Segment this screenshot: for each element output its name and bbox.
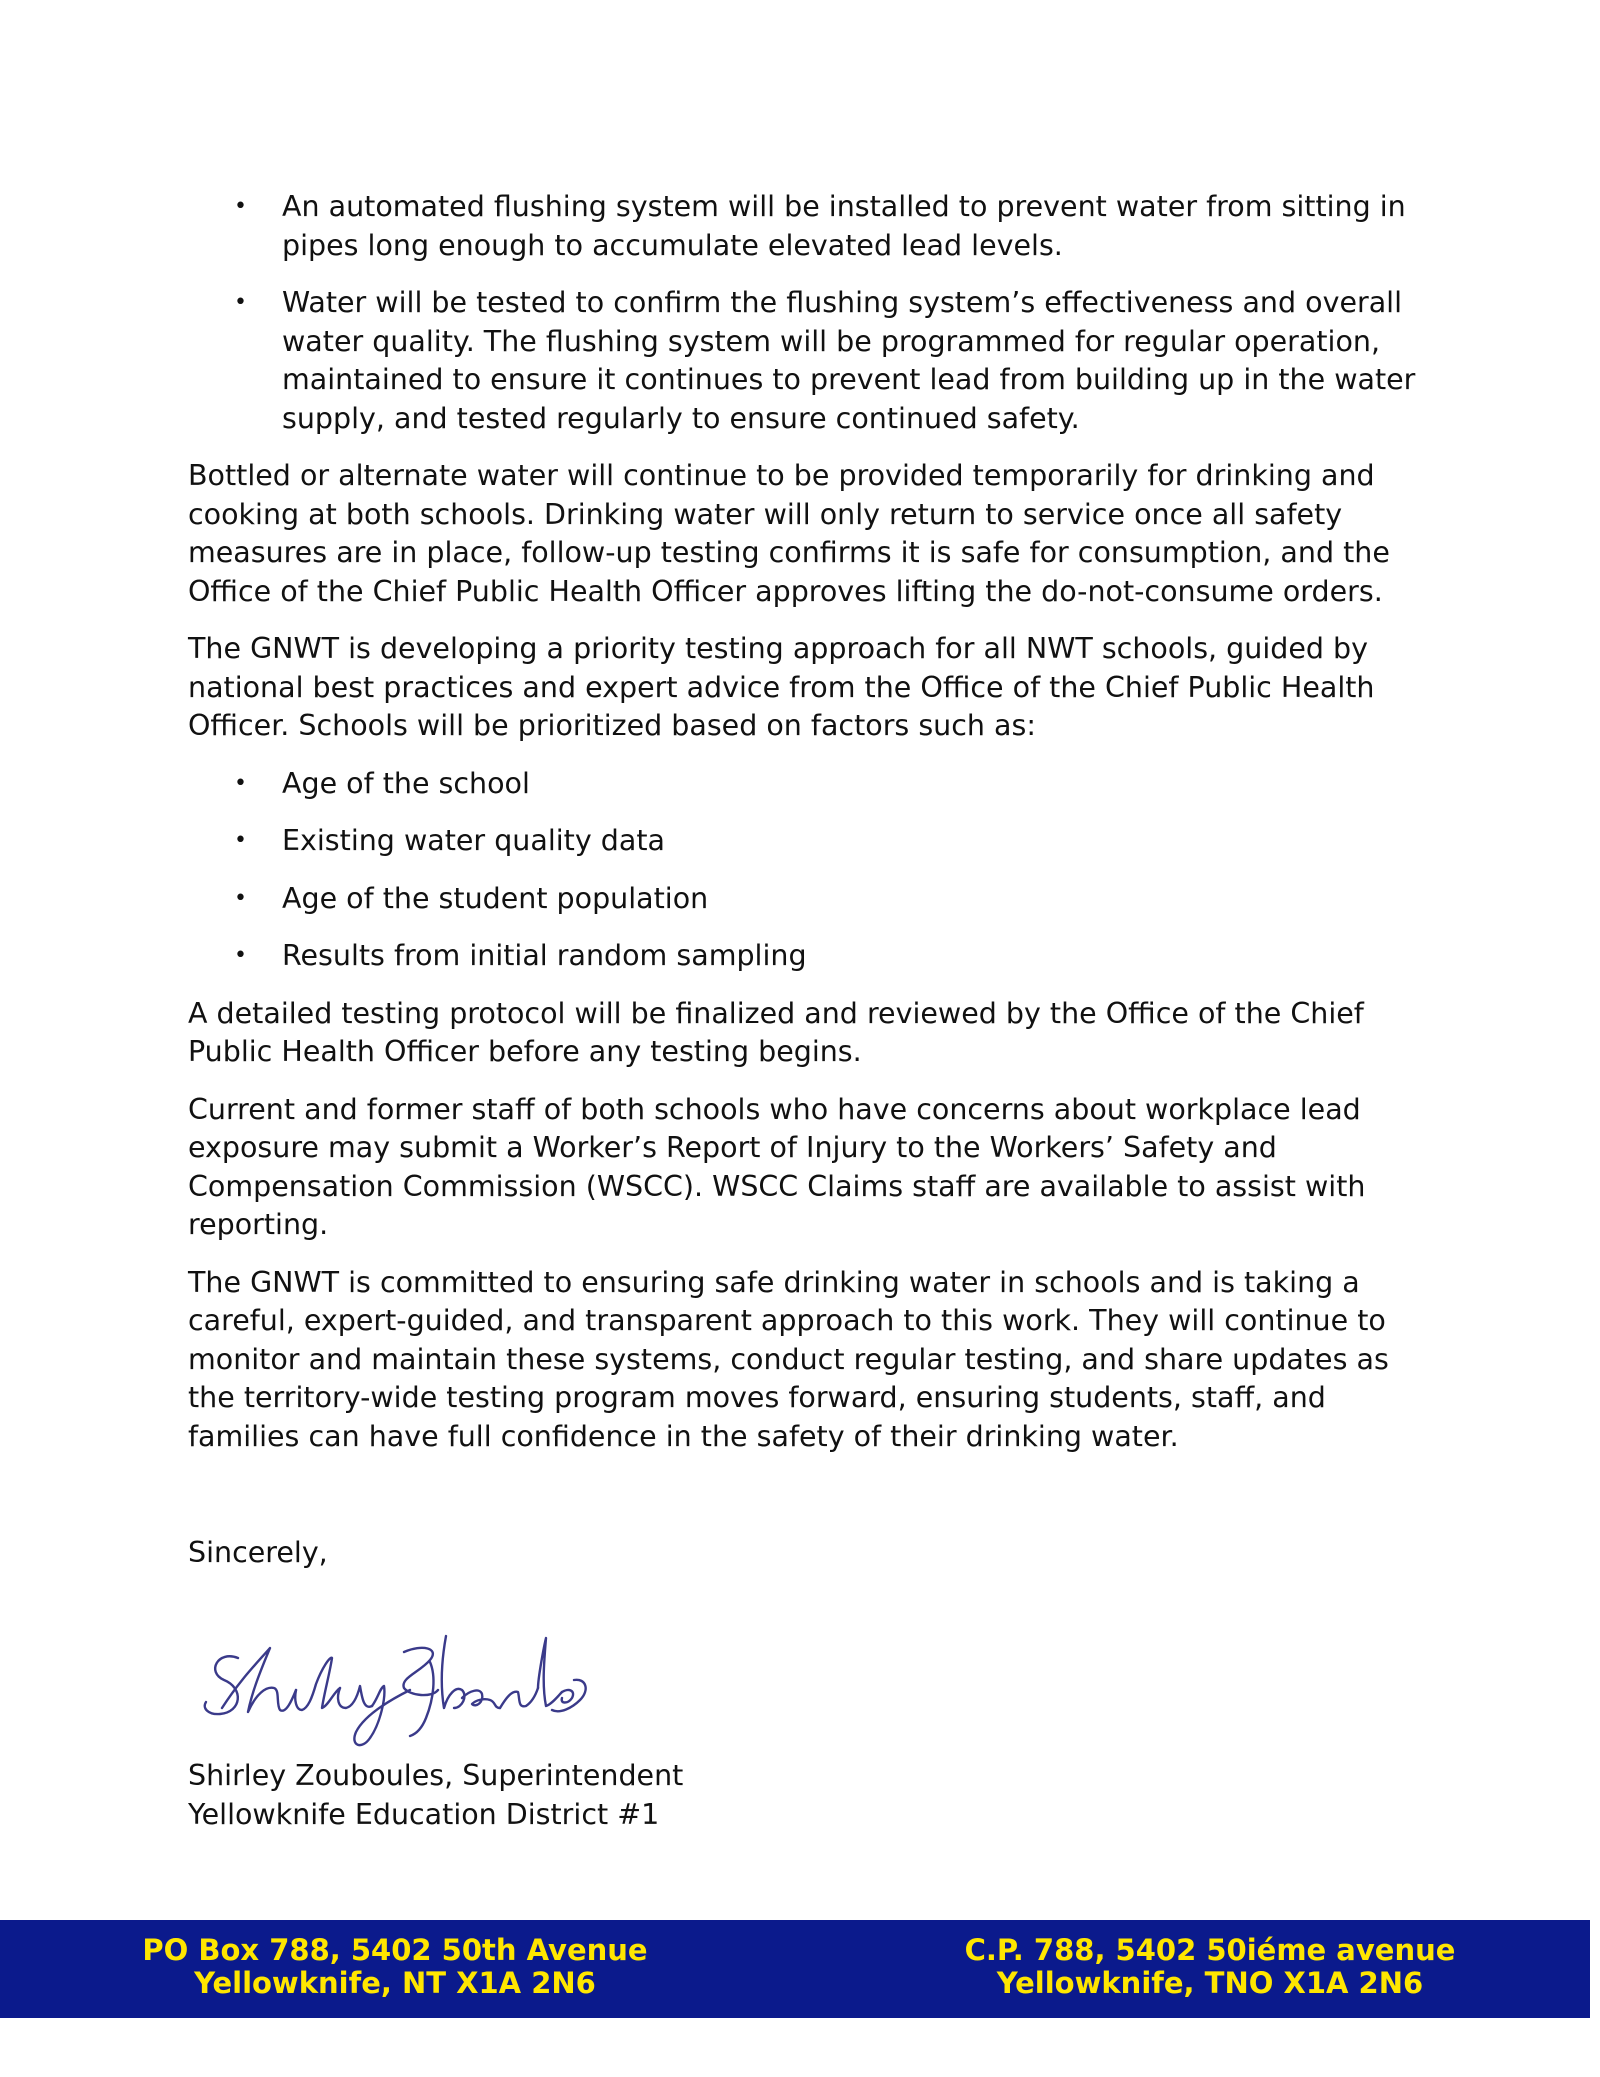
bullet-marker: • (234, 770, 247, 796)
signatory-name-title: Shirley Zouboules, Superintendent (188, 1759, 684, 1792)
bullet-marker: • (234, 194, 247, 219)
list-item (188, 284, 1418, 438)
footer-address-line: Yellowknife, TNO X1A 2N6 (996, 1966, 1424, 2000)
handwritten-signature (200, 1628, 590, 1758)
paragraph-staff-concerns: Current and former staff of both schools who have concerns about workplace lead exposure may submit a Worker’s Report of Injury to the Workers’ Safety and Compensation Commission (WSCC). WSCC Claims staff are available to assist with reporting. (188, 1092, 1366, 1241)
list-item-text: Water will be tested to confirm the flushing system’s effectiveness and overall water quality. The flushing system will be programmed for regular operation, maintained to ensure it continues to prevent lead from building up in the water supply, and tested regularly to ensure continued safety. (282, 286, 1416, 435)
paragraph-bottled-water: Bottled or alternate water will continue to be provided temporarily for drinking and cooking at both schools. Drinking water will only return to service once all safety measures are in place, follow-up testing confirms it is safe for consumption, and the Office of the Chief Public Health Officer approves lifting the do-not-consume orders. (188, 459, 1390, 608)
footer-address-english (90, 1934, 700, 2000)
list-item-text: Age of the student population (282, 881, 709, 915)
list-item (188, 765, 1418, 804)
footer-address-french (905, 1934, 1515, 2000)
list-item-text: Age of the school (282, 766, 530, 800)
bullet-marker: • (234, 290, 247, 315)
footer-address-line: C.P. 788, 5402 50iéme avenue (964, 1933, 1456, 1967)
signatory-organization: Yellowknife Education District #1 (188, 1797, 660, 1831)
paragraph-commitment: The GNWT is committed to ensuring safe drinking water in schools and is taking a careful, expert-guided, and transparent approach to this work. They will continue to monitor and maintain these systems, conduct regular testing, and share updates as the territory-wide testing program moves forward, ensuring students, staff, and families can have full confidence in the safety of their drinking water. (188, 1265, 1389, 1453)
list-item-text: Results from initial random sampling (282, 939, 807, 972)
signatory-block (188, 1757, 683, 1834)
list-item (188, 880, 1418, 919)
bullet-list-factors (188, 765, 1418, 976)
closing-salutation: Sincerely, (188, 1536, 328, 1569)
bullet-marker: • (234, 885, 247, 911)
list-item (188, 188, 1418, 265)
letter-body (188, 188, 1418, 1592)
list-item (188, 937, 1418, 976)
bullet-marker: • (234, 828, 247, 853)
list-item (188, 822, 1418, 861)
bullet-marker: • (234, 943, 247, 968)
paragraph-priority-testing: The GNWT is developing a priority testing approach for all NWT schools, guided by national best practices and expert advice from the Office of the Chief Public Health Officer. Schools will be prioritized based on factors such as: (188, 632, 1375, 742)
bullet-list-measures (188, 188, 1418, 438)
footer-address-line: Yellowknife, NT X1A 2N6 (194, 1966, 596, 2000)
paragraph-testing-protocol: A detailed testing protocol will be finalized and reviewed by the Office of the Chief Public Health Officer before any testing begins. (188, 996, 1364, 1068)
footer-address-line: PO Box 788, 5402 50th Avenue (142, 1933, 648, 1967)
list-item-text: An automated flushing system will be installed to prevent water from sitting in pipes long enough to accumulate elevated lead levels. (282, 190, 1406, 262)
list-item-text: Existing water quality data (282, 824, 665, 857)
footer-address-bar (0, 1920, 1590, 2018)
